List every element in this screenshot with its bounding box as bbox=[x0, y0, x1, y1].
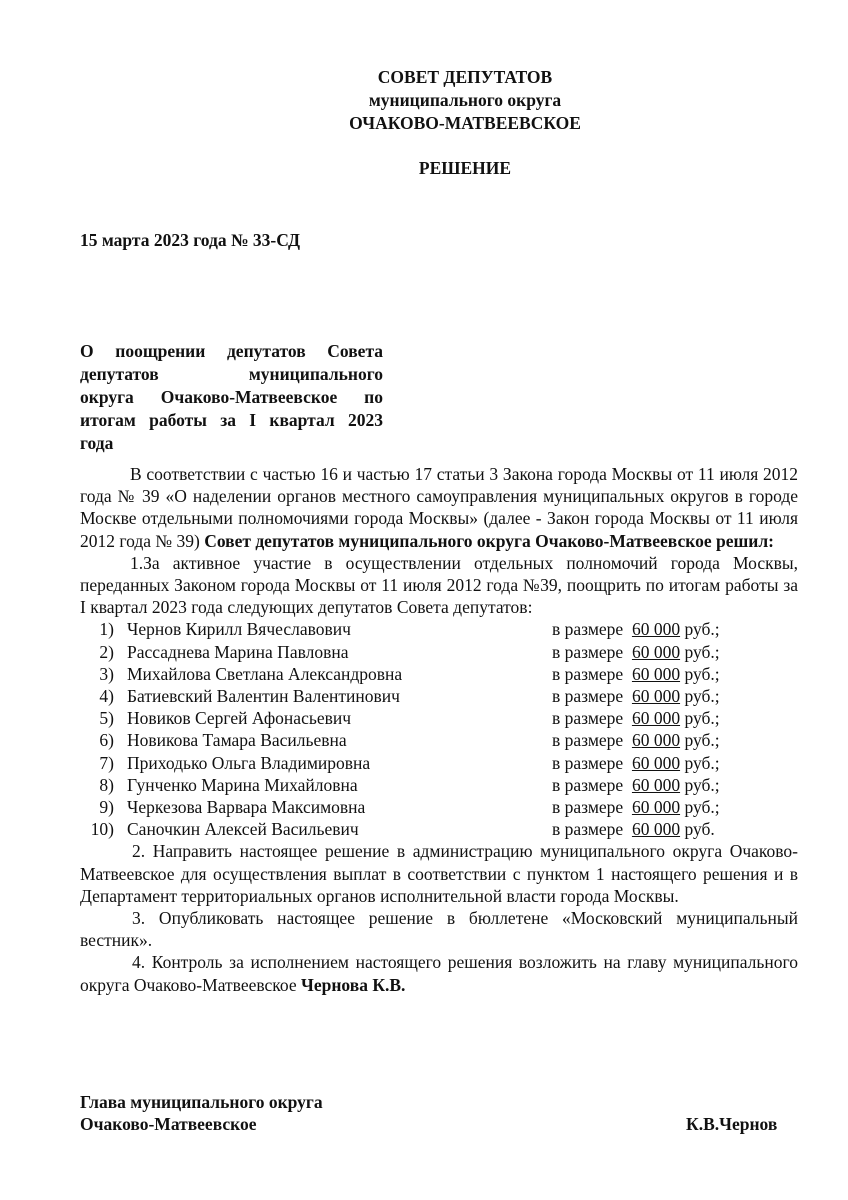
preamble-text: В соответствии с частью 16 и частью 17 статьи 3 Закона города Москвы от 11 июля 2012 года № 39 «О наделении органов местного самоуправления муниципальных округов в городе Москве отдельными полномочиями города Москвы» (далее - Закон города Москвы от 11 июля 2012 года № 39) bbox=[80, 464, 798, 551]
item-4-text: 4. Контроль за исполнением настоящего решения возложить на главу муниципального округа Очаково-Матвеевское bbox=[80, 952, 798, 995]
amount-prefix: в размере bbox=[552, 774, 632, 795]
deputy-name: Гунченко Марина Михайловна bbox=[127, 774, 358, 795]
amount-prefix: в размере bbox=[552, 796, 632, 817]
deputy-row bbox=[80, 818, 798, 840]
amount-prefix: в размере bbox=[552, 708, 632, 729]
subject-line: О поощрении депутатов Совета bbox=[80, 341, 383, 361]
deputy-name: Новиков Сергей Афонасьевич bbox=[127, 708, 352, 729]
deputy-number: 4) bbox=[99, 685, 114, 706]
signature-name: К.В.Чернов bbox=[686, 1114, 778, 1134]
amount-value: 60 000 bbox=[631, 708, 681, 729]
date-number: 15 марта 2023 года № 33-СД bbox=[80, 230, 301, 250]
deputy-name: Чернов Кирилл Вячеславович bbox=[127, 619, 351, 640]
deputy-number: 3) bbox=[99, 663, 114, 684]
document-subject bbox=[80, 340, 383, 455]
deputy-number: 7) bbox=[99, 752, 114, 773]
deputy-row bbox=[80, 685, 798, 707]
amount-currency: руб.; bbox=[680, 708, 720, 729]
deputy-name: Рассаднева Марина Павловна bbox=[127, 641, 349, 662]
amount-value: 60 000 bbox=[631, 619, 681, 640]
deputy-amount bbox=[552, 618, 720, 640]
deputy-name: Новикова Тамара Васильевна bbox=[127, 730, 347, 751]
amount-currency: руб. bbox=[680, 819, 715, 840]
deputy-number: 5) bbox=[99, 708, 114, 729]
deputy-name: Черкезова Варвара Максимовна bbox=[127, 796, 366, 817]
deputy-name: Батиевский Валентин Валентинович bbox=[127, 685, 400, 706]
amount-value: 60 000 bbox=[631, 752, 681, 773]
deputy-number: 6) bbox=[99, 730, 114, 751]
amount-prefix: в размере bbox=[552, 819, 632, 840]
deputy-amount bbox=[552, 774, 720, 796]
signature-title-line: Глава муниципального округа bbox=[80, 1092, 323, 1112]
district-label: муниципального округа bbox=[368, 90, 562, 110]
subject-line: депутатов муниципального bbox=[80, 364, 383, 384]
deputy-row bbox=[80, 729, 798, 751]
amount-prefix: в размере bbox=[552, 730, 632, 751]
item-4-responsible: Чернова К.В. bbox=[301, 974, 406, 995]
deputy-row bbox=[80, 752, 798, 774]
amount-prefix: в размере bbox=[552, 641, 632, 662]
item-4-paragraph bbox=[80, 951, 798, 995]
amount-value: 60 000 bbox=[631, 641, 681, 662]
document-type: РЕШЕНИЕ bbox=[418, 158, 512, 178]
amount-currency: руб.; bbox=[680, 619, 720, 640]
deputy-row bbox=[80, 641, 798, 663]
deputy-amount bbox=[552, 707, 720, 729]
amount-value: 60 000 bbox=[631, 819, 681, 840]
amount-currency: руб.; bbox=[680, 663, 720, 684]
amount-prefix: в размере bbox=[552, 619, 632, 640]
deputy-row bbox=[80, 618, 798, 640]
amount-currency: руб.; bbox=[680, 685, 720, 706]
item-1-paragraph: 1.За активное участие в осуществлении отдельных полномочий города Москвы, переданных Законом города Москвы от 11 июля 2012 года №39, поощрить по итогам работы за I квартал 2023 года следующих депутатов Совета депутатов: bbox=[80, 552, 798, 618]
amount-prefix: в размере bbox=[552, 685, 632, 706]
item-3-paragraph: 3. Опубликовать настоящее решение в бюллетене «Московский муниципальный вестник». bbox=[80, 907, 798, 951]
deputy-number: 8) bbox=[99, 774, 114, 795]
subject-line: итогам работы за I квартал 2023 bbox=[80, 410, 383, 430]
amount-currency: руб.; bbox=[680, 730, 720, 751]
amount-prefix: в размере bbox=[552, 663, 632, 684]
deputy-amount bbox=[552, 641, 720, 663]
deputy-amount bbox=[552, 818, 715, 840]
preamble-decision: Совет депутатов муниципального округа Очаково-Матвеевское решил: bbox=[204, 530, 774, 551]
council-title: СОВЕТ ДЕПУТАТОВ bbox=[377, 67, 553, 87]
amount-currency: руб.; bbox=[680, 774, 720, 795]
deputy-amount bbox=[552, 729, 720, 751]
amount-prefix: в размере bbox=[552, 752, 632, 773]
deputy-number: 1) bbox=[99, 619, 114, 640]
amount-value: 60 000 bbox=[631, 774, 681, 795]
amount-currency: руб.; bbox=[680, 796, 720, 817]
subject-line: года bbox=[80, 433, 114, 453]
amount-value: 60 000 bbox=[631, 730, 681, 751]
deputy-list bbox=[80, 618, 798, 840]
deputy-row bbox=[80, 707, 798, 729]
signature-title bbox=[80, 1091, 323, 1135]
signature-title-line: Очаково-Матвеевское bbox=[80, 1114, 257, 1134]
district-name: ОЧАКОВО-МАТВЕЕВСКОЕ bbox=[349, 113, 581, 133]
amount-currency: руб.; bbox=[680, 752, 720, 773]
deputy-amount bbox=[552, 663, 720, 685]
deputy-number: 9) bbox=[99, 796, 114, 817]
deputy-number: 2) bbox=[99, 641, 114, 662]
amount-value: 60 000 bbox=[631, 796, 681, 817]
deputy-amount bbox=[552, 796, 720, 818]
deputy-row bbox=[80, 774, 798, 796]
amount-value: 60 000 bbox=[631, 663, 681, 684]
deputy-row bbox=[80, 663, 798, 685]
deputy-name: Михайлова Светлана Александровна bbox=[127, 663, 403, 684]
amount-currency: руб.; bbox=[680, 641, 720, 662]
subject-line: округа Очаково-Матвеевское по bbox=[80, 387, 383, 407]
deputy-amount bbox=[552, 752, 720, 774]
deputy-name: Приходько Ольга Владимировна bbox=[127, 752, 371, 773]
document-body bbox=[80, 463, 798, 996]
deputy-amount bbox=[552, 685, 720, 707]
amount-value: 60 000 bbox=[631, 685, 681, 706]
deputy-row bbox=[80, 796, 798, 818]
preamble-paragraph bbox=[80, 463, 798, 552]
item-2-paragraph: 2. Направить настоящее решение в администрацию муниципального округа Очаково-Матвеевское для осуществления выплат в соответствии с пунктом 1 настоящего решения и в Департамент территориальных органов исполнительной власти города Москвы. bbox=[80, 841, 798, 906]
deputy-number: 10) bbox=[90, 819, 114, 840]
deputy-name: Саночкин Алексей Васильевич bbox=[127, 819, 359, 840]
